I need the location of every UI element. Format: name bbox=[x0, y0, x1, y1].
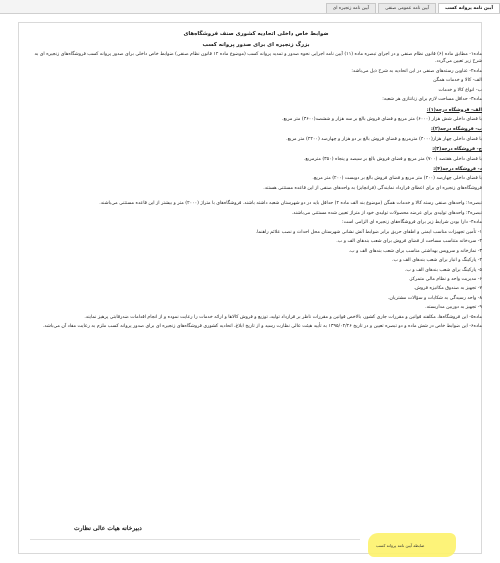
section-text: با فضای داخلی چهار هزار(۴۰۰۰) مترمربع و فضای فروش بالغ بر دو هزار و چهارصد (۲۴۰۰) متر مربع. bbox=[286, 136, 482, 142]
section-text: با فضای داخلی هفتصد (۷۰۰) متر مربع و فضای فروش بالغ بر سیصد و پنجاه (۳۵۰) مترمربع. bbox=[303, 156, 482, 162]
section-heading: الف- فروشگاه درجه(۱): bbox=[426, 107, 482, 113]
note-2: تبصره۲: واحدهای تولیدی برای عرضه محصولات تولیدی خود از متراژ تعیین شده مستثنی می‌باشند. bbox=[291, 210, 482, 216]
section-heading: ب- فروشگاه درجه(۲): bbox=[430, 127, 482, 133]
article-2: ماده۲- عناوین رسته‌های صنفی در این اتحادیه به شرح ذیل می‌باشد: bbox=[351, 68, 482, 74]
list-item: الف- کالا و خدمات همگن bbox=[433, 78, 482, 84]
tab-bar bbox=[0, 0, 500, 14]
article-3: ماده۳- حداقل مساحت لازم برای زنانتازی هر شعبه: bbox=[382, 97, 482, 103]
footer-label: ضابطه آیین نامه پروانه کسب bbox=[376, 543, 425, 548]
list-item: ۶- مدیریت واحد و نظام مالی متمرکز. bbox=[408, 276, 482, 282]
document-subtitle: بزرگ زنجیره ای برای صدور پروانه کسب bbox=[202, 41, 310, 48]
section-heading: ج- فروشگاه درجه(۳): bbox=[432, 147, 482, 153]
document-title: ضوابط خاص داخلی اتحادیه کشوری صنف فروشگاه‌های bbox=[183, 31, 329, 37]
list-item: ب- انواع کالا و خدمات bbox=[438, 87, 482, 93]
article-4: ماده۴- دارا بودن شرایط زیر برای فروشگاه‌های زنجیره ای الزامی است: bbox=[342, 220, 482, 226]
document-body bbox=[30, 30, 482, 554]
list-item: ۲- سردخانه متناسب مساحت از فضای فروش برای شعب بندهای الف و ب. bbox=[336, 239, 482, 245]
article-1: ماده۱- مطابق ماده (۶) قانون نظام صنفی و در اجرای تبصره ماده (۱۱) آیین نامه اجرایی نحوه صدور و تمدید پروانه کسب (موضوع ماده ۱۲ قانون نظام صنفی) ضوابط خاص داخلی برای صدور پروانه کسب فروشگاه‌های زنجیره ای به شرح زیر تعیین می‌گردد. bbox=[34, 52, 482, 65]
footer-divider bbox=[30, 539, 360, 540]
section-text: با فضای داخلی چهارصد (۴۰۰) متر مربع و فضای فروش بالغ بر دویست (۲۰۰) متر مربع. bbox=[312, 176, 482, 182]
tab-chain-regulation[interactable]: آیین نامه زنجیره ای bbox=[326, 3, 376, 13]
list-item: ۹- تجهیز به دوربین مداربسته. bbox=[425, 305, 482, 311]
article-6: ماده۶- این ضوابط خاص در شش ماده و دو تبصره تعیین و در تاریخ ۱۳۹۵/۰۲/۲۶ به تأیید هیئت عالی نظارت رسید و از تاریخ ابلاغ، اتحادیه کشوری فروشگاه‌های زنجیره ای برای صدور پروانه کسب ملزم به رعایت مفاد آن می‌باشد. bbox=[42, 324, 482, 330]
section-text: با فضای داخلی شش هزار (۶۰۰۰) متر مربع و فضای فروش بالغ بر سه هزار و ششصد(۳۶۰۰) متر مربع. bbox=[281, 117, 482, 123]
section-heading: د- فروشگاه درجه(۴): bbox=[433, 166, 482, 172]
list-item: ۳- نمازخانه و سرویس بهداشتی مناسب برای شعب بندهای الف و ب. bbox=[348, 248, 482, 254]
tab-general-regulation[interactable]: آیین نامه عمومی صنفی bbox=[378, 3, 436, 13]
list-item: ۸- واحد رسیدگی به شکایات و سؤالات مشتریان. bbox=[387, 295, 482, 301]
note-1: تبصره۱: واحدهای صنفی رسته کالا و خدمات همگن (موضوع بند الف ماده ۲) حداقل باید در دو شهرستان شعبه داشته باشند. فروشگاه‌های با متراژ (۲۰۰۰) متر و بیشتر از این قاعده مستثنی می‌باشند. bbox=[99, 201, 482, 207]
list-item: ۴- پارکینگ و انبار برای شعب بندهای الف و ب. bbox=[391, 258, 482, 264]
section-text: فروشگاه‌های زنجیره ای برای اعطای قرارداد نمایندگی (فرانچایز) به واحدهای صنفی از این قاعده مستثنی هستند. bbox=[263, 185, 482, 191]
signature: دبیرخانه هیات عالی نظارت bbox=[74, 525, 142, 532]
tab-business-license[interactable]: آیین نامه پروانه کسب bbox=[438, 3, 500, 13]
list-item: ۵- پارکینگ برای شعب بندهای الف و ب. bbox=[404, 267, 482, 273]
list-item: ۱- تأمین تجهیزات مناسب ایمنی و اطفای حریق برابر ضوابط آتش نشانی شهرستان محل احداث و نصب علائم راهنما. bbox=[255, 229, 482, 235]
article-5: ماده۵- این فروشگاه‌ها، مکلفند قوانین و مقررات جاری کشور، بالاخص قوانین و مقررات ناظر بر قرارداد تولید، توزیع و فروش کالاها و ارائه خدمات را رعایت نموده و از انجام اقدامات ضدرقابتی پرهیز نمایند. bbox=[84, 314, 482, 320]
list-item: ۷- تجهیز به صندوق مکانیزه فروش. bbox=[413, 286, 482, 292]
